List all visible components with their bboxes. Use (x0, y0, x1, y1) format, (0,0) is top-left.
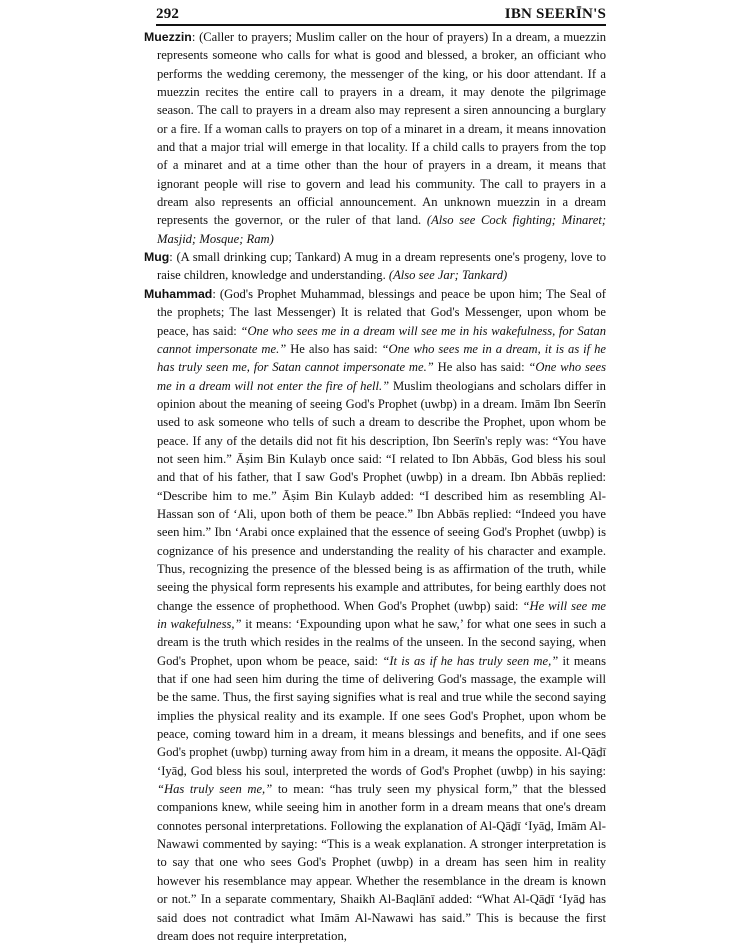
quote: “Has truly seen me,” (157, 782, 273, 797)
entry-muhammad (144, 285, 606, 945)
entry-text: : (A small drinking cup; Tankard) A mug in a dream represents one's progeny, love to raise children, knowledge and understanding. (157, 250, 606, 283)
entry-text: : (God's Prophet Muhammad, blessings and peace be upon him; The Seal of the prophets; The last Messenger) It is related that God's Messenger, upon whom be peace, has said: (157, 286, 606, 338)
entry-text: He also has said: (286, 341, 382, 356)
entry-muezzin (144, 28, 606, 248)
entry-text: He also has said: (433, 360, 529, 375)
entry-text: it means that if one had seen him during the time of delivering God's massage, the example will be the same. Thus, the first saying signifies what is real and true while the second saying implies the physical reality and its example. If one sees God's Prophet, upon whom be peace, coming toward him in a dream, it means blessings and benefits, and if one sees God's prophet (uwbp) turning away from him in a dream, it means the opposite. Al-Qāḏī ‘Iyāḏ, God bless his soul, interpreted the words of God's Prophet (uwbp) in his saying: (157, 653, 606, 778)
entry-mug (144, 248, 606, 285)
entry-text: Muslim theologians and scholars differ in opinion about the meaning of seeing God's Prophet (uwbp) in a dream. Imām Ibn Seerīn used to ask someone who tells of such a dream to describe the Prophet, upon whom be peace. If any of the details did not fit his description, Ibn Seerīn's reply was: “You have not seen him.” Āṣim Bin Kulayb once said: “I related to Ibn Abbās, God bless his soul and that of his father, that I saw God's Prophet (uwbp) in a dream. Ibn Abbās replied: “Describe him to me.” Āṣim Bin Kulayb added: “I described him as resembling Al-Hassan son of ‘Ali, upon both of them be peace.” Ibn Abbās replied: “Indeed you have seen him.” Ibn ‘Arabi once explained that the essence of seeing God's Prophet (uwbp) is cognizance of his presence and understanding the reality of his character and example. Thus, recognizing the presence of the blessed being is as affirmation of the truth, while seeing the physical form represents his example and attributes, for being earthly does not change the essence of prophethood. When God's Prophet (uwbp) said: (157, 378, 606, 613)
quote: “He will see me in wakefulness,” (157, 598, 607, 631)
page-header (156, 2, 606, 26)
dictionary-entries (144, 28, 607, 945)
quote: “One who sees me in a dream, it is as if he has truly seen me, for Satan cannot impersonate me.” (157, 341, 606, 375)
quote: “It is as if he has truly seen me,” (382, 653, 559, 668)
page-number: 292 (156, 5, 180, 22)
entry-term: Muezzin (144, 30, 192, 44)
quote: “One who sees me in a dream will see me in his wakefulness, for Satan cannot impersonate me.” (157, 323, 606, 356)
entry-term: Muhammad (144, 286, 213, 301)
quote: “One who sees me in a dream will not enter the fire of hell.” (157, 360, 606, 393)
entry-text: it means: ‘Expounding upon what he saw,’ for what one sees in such a dream is the truth which resides in the realms of the unseen. In the second saying, when God's Prophet, upon whom be peace, said: (157, 617, 606, 668)
see-also-reference: (Also see Jar; Tankard) (388, 268, 508, 283)
entry-text: : (Caller to prayers; Muslim caller on the hour of prayers) In a dream, a muezzin represents someone who calls for what is good and blessed, a broker, an officiant who performs the wedding ceremony, the messenger of the king, or his door attendant. If a muezzin recites the entire call to prayers in a dream, it may denote the pilgrimage season. The call to prayers in a dream also may represent a siren announcing a burglary or a fire. If a woman calls to prayers on top of a minaret in a dream, it means innovation and that a major trial will emerge in that locality. If a child calls to prayers from the top of a minaret and at a time other than the hour of prayers in a dream, it means that ignorant people will rise to govern and lead his community. The call to prayers in a dream also represents an official announcement. An unknown muezzin in a dream represents the governor, or the ruler of that land. (157, 30, 606, 228)
entry-term: Mug (144, 250, 170, 265)
see-also-reference: (Also see Cock fighting; Minaret; Masjid; Mosque; Ram) (157, 213, 607, 246)
book-page (144, 0, 607, 945)
entry-text: to mean: “has truly seen my physical form,” that the blessed companions knew, while seeing him in another form in a dream means that one's dream connotes personal interpretations. Following the explanation of Al-Qāḏī ‘Iyāḏ, Imām Al-Nawawi commented by saying: “This is a weak explanation. A stronger interpretation is to say that one who sees God's Prophet (uwbp) in a dream has seen him in reality however his resemblance may appear. Whether the resemblance in the dream is known or not.” In a separate commentary, Shaikh Al-Baqlānī added: “What Al-Qāḏī ‘Iyāḏ has said does not contradict what Imām Al-Nawawi has said.” This is because the first dream does not require interpretation, (157, 782, 606, 943)
running-title: IBN SEERĪN'S (504, 5, 606, 22)
